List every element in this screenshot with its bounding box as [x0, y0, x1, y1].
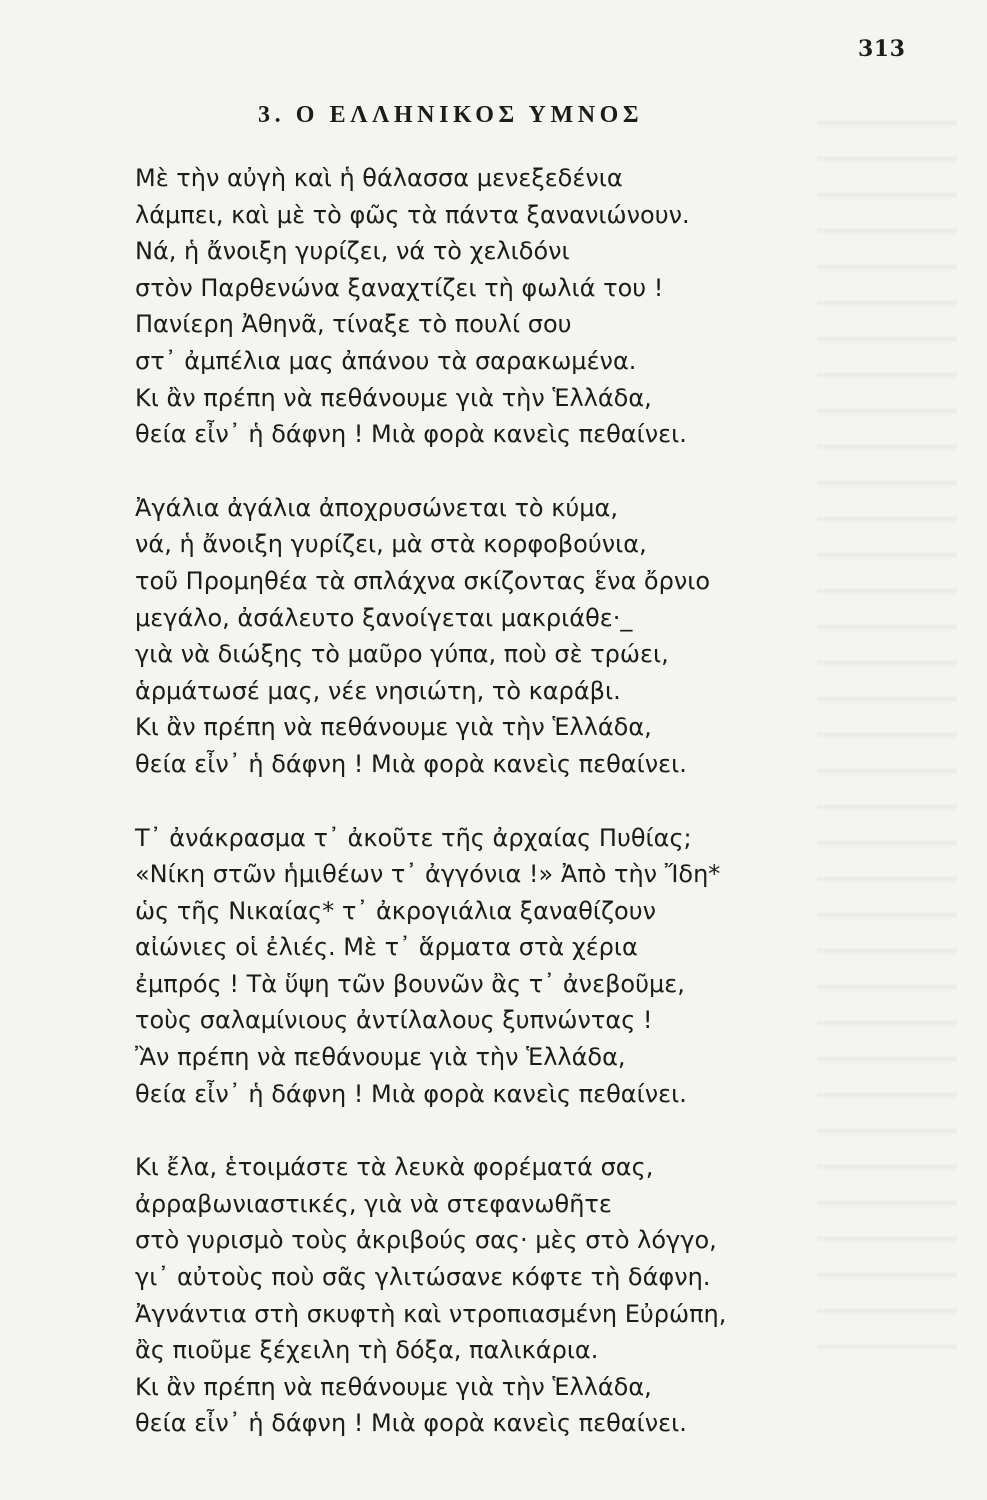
poem-body: [135, 160, 835, 1479]
verse-line: Μὲ τὴν αὐγὴ καὶ ἡ θάλασσα μενεξεδένια: [135, 164, 623, 192]
verse-line: γι᾿ αὐτοὺς ποὺ σᾶς γλιτώσανε κόφτε τὴ δάφνη.: [135, 1263, 711, 1292]
verse-line: ἀρραβωνιαστικές, γιὰ νὰ στεφανωθῆτε: [135, 1189, 612, 1218]
stanza-1: [135, 160, 835, 453]
verse-line: Πανίερη Ἀθηνᾶ, τίναξε τὸ πουλί σου: [135, 310, 572, 339]
verse-line: Κι ἔλα, ἑτοιμάστε τὰ λευκὰ φορέματά σας,: [135, 1153, 654, 1182]
show-through-bleed: [817, 100, 957, 1350]
verse-line: Τ᾿ ἀνάκρασμα τ᾿ ἀκοῦτε τῆς ἀρχαίας Πυθίας;: [135, 823, 692, 852]
page-number: 313: [858, 36, 906, 62]
refrain-line: Κι ἂν πρέπη νὰ πεθάνουμε γιὰ τὴν Ἑλλάδα,: [135, 383, 652, 412]
verse-line: ὡς τῆς Νικαίας* τ᾿ ἀκρογιάλια ξαναθίζουν: [135, 896, 657, 925]
refrain-line: θεία εἶν᾿ ἡ δάφνη ! Μιὰ φορὰ κανεὶς πεθαίνει.: [135, 1409, 687, 1438]
verse-line: «Νίκη στῶν ἡμιθέων τ᾿ ἀγγόνια !» Ἀπὸ τὴν Ἴδη*: [135, 860, 721, 889]
refrain-line: Κι ἂν πρέπη νὰ πεθάνουμε γιὰ τὴν Ἑλλάδα,: [135, 1372, 652, 1401]
verse-line: τοῦ Προμηθέα τὰ σπλάχνα σκίζοντας ἕνα ὄρνιο: [135, 566, 711, 595]
verse-line: στὸν Παρθενώνα ξαναχτίζει τὴ φωλιά του !: [135, 273, 664, 302]
stanza-4: [135, 1149, 835, 1442]
verse-line: στ᾿ ἀμπέλια μας ἀπάνου τὰ σαρακωμένα.: [135, 346, 637, 375]
verse-line: Ἀγνάντια στὴ σκυφτὴ καὶ ντροπιασμένη Εὐρώπη,: [135, 1299, 727, 1328]
refrain-line: Ἂν πρέπη νὰ πεθάνουμε γιὰ τὴν Ἑλλάδα,: [135, 1043, 626, 1072]
verse-line: τοὺς σαλαμίνιους ἀντίλαλους ξυπνώντας !: [135, 1006, 653, 1035]
refrain-line: θεία εἶν᾿ ἡ δάφνη ! Μιὰ φορὰ κανεὶς πεθαίνει.: [135, 1079, 687, 1108]
verse-line: ἂς πιοῦμε ξέχειλη τὴ δόξα, παλικάρια.: [135, 1336, 599, 1365]
verse-line: γιὰ νὰ διώξης τὸ μαῦρο γύπα, ποὺ σὲ τρώει,: [135, 640, 669, 669]
refrain-line: Κι ἂν πρέπη νὰ πεθάνουμε γιὰ τὴν Ἑλλάδα,: [135, 713, 652, 742]
verse-line: νά, ἡ ἄνοιξη γυρίζει, μὰ στὰ κορφοβούνια,: [135, 530, 647, 559]
verse-line: λάμπει, καὶ μὲ τὸ φῶς τὰ πάντα ξανανιώνουν.: [135, 200, 690, 229]
refrain-line: θεία εἶν᾿ ἡ δάφνη ! Μιὰ φορὰ κανεὶς πεθαίνει.: [135, 749, 687, 778]
verse-line: αἰώνιες οἱ ἐλιές. Μὲ τ᾿ ἅρματα στὰ χέρια: [135, 933, 638, 962]
stanza-3: [135, 820, 835, 1113]
refrain-line: θεία εἶν᾿ ἡ δάφνη ! Μιὰ φορὰ κανεὶς πεθαίνει.: [135, 420, 687, 449]
poem-title: 3. Ο ΕΛΛΗΝΙΚΟΣ ΥΜΝΟΣ: [258, 102, 644, 128]
verse-line: στὸ γυρισμὸ τοὺς ἀκριβούς σας· μὲς στὸ λόγγο,: [135, 1226, 717, 1255]
verse-line: μεγάλο, ἀσάλευτο ξανοίγεται μακριάθε·_: [135, 603, 633, 632]
verse-line: ἁρμάτωσέ μας, νέε νησιώτη, τὸ καράβι.: [135, 676, 621, 705]
verse-line: Ἀγάλια ἀγάλια ἀποχρυσώνεται τὸ κύμα,: [135, 493, 618, 522]
verse-line: Νά, ἡ ἄνοιξη γυρίζει, νά τὸ χελιδόνι: [135, 237, 570, 266]
stanza-2: [135, 490, 835, 783]
verse-line: ἐμπρός ! Τὰ ὕψη τῶν βουνῶν ἂς τ᾿ ἀνεβοῦμε,: [135, 969, 685, 998]
